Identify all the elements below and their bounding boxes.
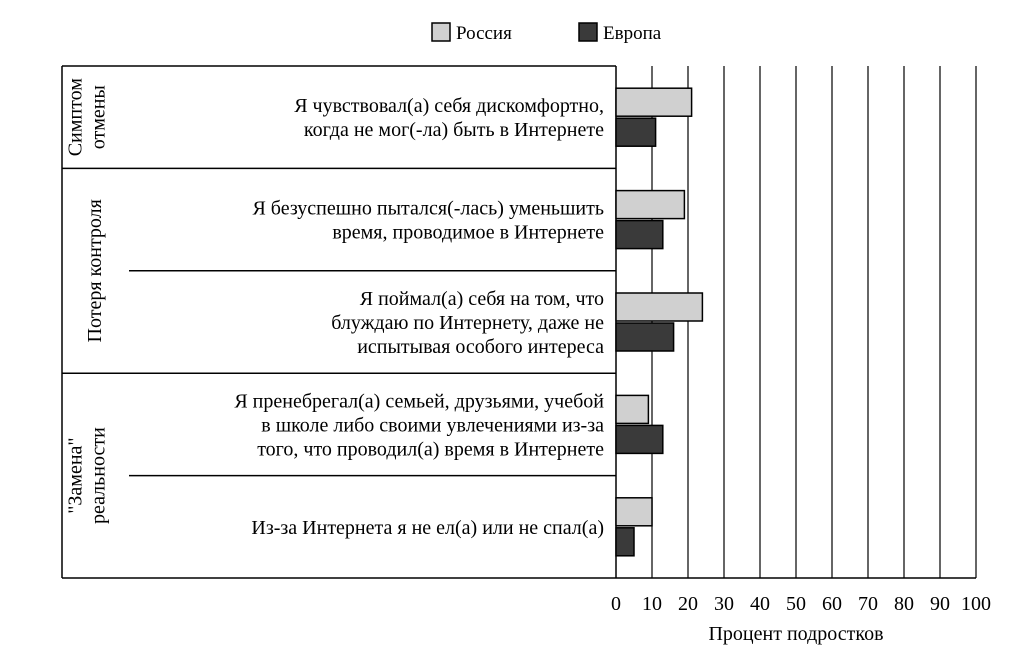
group-label-line: реальности bbox=[87, 427, 110, 524]
x-tick-label: 30 bbox=[714, 593, 734, 615]
x-tick-label: 20 bbox=[678, 593, 698, 615]
x-tick-label: 50 bbox=[786, 593, 806, 615]
category-label bbox=[251, 517, 604, 539]
bar-europe bbox=[616, 528, 634, 556]
bars bbox=[616, 88, 702, 556]
grid bbox=[652, 66, 976, 578]
x-axis-title: Процент подростков bbox=[708, 623, 884, 645]
category-label-line: когда не мог(-ла) быть в Интернете bbox=[303, 119, 604, 142]
x-tick-label: 40 bbox=[750, 593, 770, 615]
category-label-line: испытывая особого интереса bbox=[357, 336, 604, 358]
category-label bbox=[252, 198, 604, 244]
category-label bbox=[331, 288, 604, 358]
bar-russia bbox=[616, 293, 702, 321]
bar-russia bbox=[616, 498, 652, 526]
category-label-line: того, что проводил(а) время в Интернете bbox=[257, 438, 604, 461]
group-label-line: "Замена" bbox=[64, 437, 87, 514]
x-tick-label: 0 bbox=[611, 593, 621, 615]
group-label-line: отмены bbox=[87, 85, 110, 150]
category-label-line: блуждаю по Интернету, даже не bbox=[331, 312, 604, 334]
category-label-line: в школе либо своими увлечениями из-за bbox=[261, 414, 604, 437]
category-label-line: Я поймал(а) себя на том, что bbox=[359, 288, 604, 310]
bar-russia bbox=[616, 88, 692, 116]
category-label bbox=[294, 95, 604, 141]
category-label-line: время, проводимое в Интернете bbox=[332, 221, 604, 244]
bar-russia bbox=[616, 395, 648, 423]
category-label-line: Я пренебрегал(а) семьей, друзьями, учебой bbox=[234, 390, 604, 413]
group-label-line: Потеря контроля bbox=[84, 199, 106, 343]
category-labels bbox=[234, 95, 604, 539]
x-tick-label: 10 bbox=[642, 593, 662, 615]
category-label-line: Я безуспешно пытался(-лась) уменьшить bbox=[252, 197, 604, 220]
legend-label: Россия bbox=[456, 23, 512, 44]
x-tick-label: 100 bbox=[961, 593, 991, 615]
x-tick-label: 80 bbox=[894, 593, 914, 615]
legend-label: Европа bbox=[603, 23, 662, 44]
legend-swatch bbox=[432, 23, 450, 41]
legend-swatch bbox=[579, 23, 597, 41]
group-label bbox=[65, 427, 110, 524]
x-tick-label: 60 bbox=[822, 593, 842, 615]
bar-europe bbox=[616, 118, 656, 146]
group-label bbox=[84, 199, 106, 342]
category-label bbox=[234, 390, 604, 460]
bar-europe bbox=[616, 221, 663, 249]
group-labels bbox=[65, 78, 110, 524]
legend bbox=[432, 23, 662, 44]
category-label-line: Я чувствовал(а) себя дискомфортно, bbox=[294, 95, 604, 118]
x-tick-label: 70 bbox=[858, 593, 878, 615]
group-label bbox=[65, 78, 110, 156]
group-label-line: Симптом bbox=[64, 78, 87, 157]
x-ticks bbox=[611, 593, 991, 615]
bar-europe bbox=[616, 323, 674, 351]
bar-europe bbox=[616, 425, 663, 453]
bar-russia bbox=[616, 191, 684, 219]
x-tick-label: 90 bbox=[930, 593, 950, 615]
category-label-line: Из-за Интернета я не ел(а) или не спал(а) bbox=[251, 516, 604, 539]
